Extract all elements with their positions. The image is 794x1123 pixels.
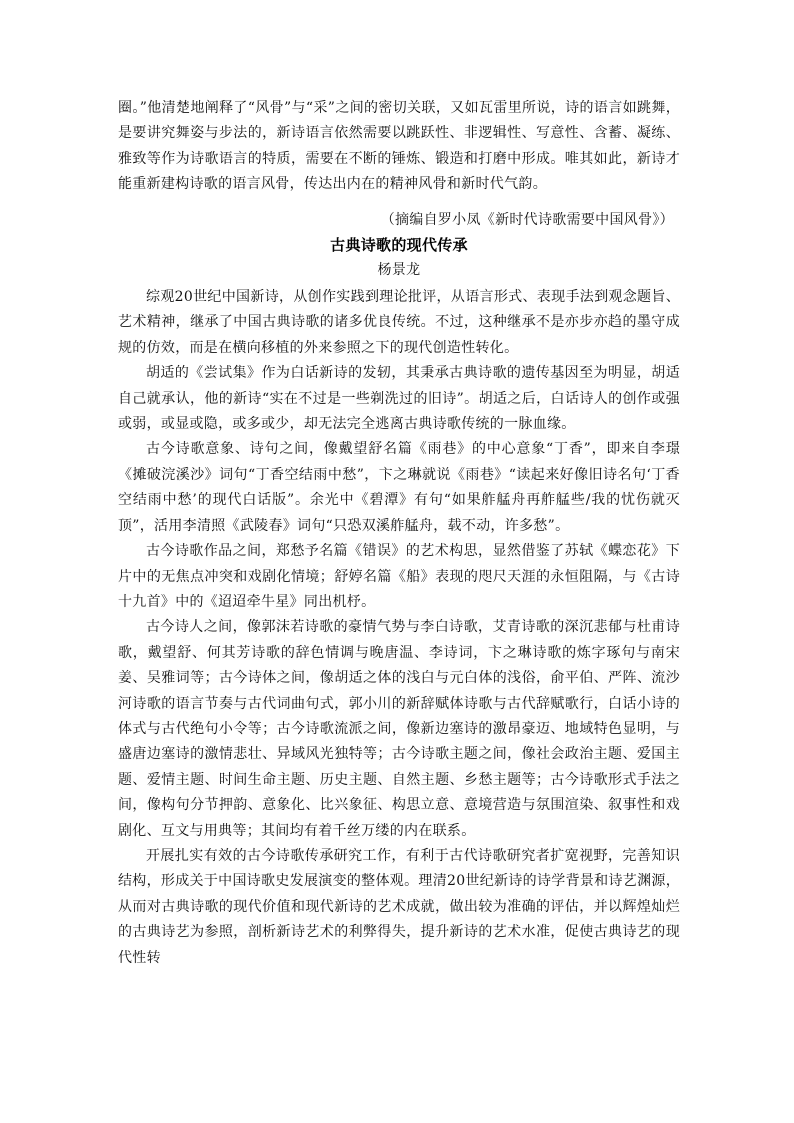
previous-article-source: （摘编自罗小凤《新时代诗歌需要中国风骨》） bbox=[380, 211, 674, 228]
article-paragraph-4: 古今诗歌作品之间，郑愁予名篇《错误》的艺术构思，显然借鉴了苏轼《蝶恋花》下片中的无焦点冲突和戏剧化情境；舒婷名篇《船》表现的咫尺天涯的永恒阻隔，与《古诗十九首》中的《迢迢牵牛星》同出机杼。 bbox=[118, 543, 680, 610]
article-paragraph-2: 胡适的《尝试集》作为白话新诗的发轫，其秉承古典诗歌的遗传基因至为明显，胡适自己就承认，他的新诗“实在不过是一些剃洗过的旧诗”。胡适之后，白话诗人的创作或强或弱，或显或隐，或多或少，却无法完全逃离古典诗歌传统的一脉血缘。 bbox=[118, 365, 680, 433]
article-title: 古典诗歌的现代传承 bbox=[330, 236, 468, 255]
article-paragraph-3: 古今诗歌意象、诗句之间，像戴望舒名篇《雨巷》的中心意象“丁香”，即来自李璟《摊破浣溪沙》词句“丁香空结雨中愁”，卞之琳就说《雨巷》“读起来好像旧诗名句‘丁香空结雨中愁’的现代白话版”。余光中《碧潭》有句“如果舴艋舟再舴艋些/我的忧伤就灭顶”，活用李清照《武陵春》词句“只恐双溪舴艋舟，载不动，许多愁”。 bbox=[118, 441, 680, 534]
article-paragraph-5: 古今诗人之间，像郭沫若诗歌的豪情气势与李白诗歌，艾青诗歌的深沉悲郁与杜甫诗歌，戴望舒、何其芳诗歌的辞色情调与晚唐温、李诗词，卞之琳诗歌的炼字琢句与南宋姜、吴雅词等；古今诗体之间，像胡适之体的浅白与元白体的浅俗，俞平伯、严阵、流沙河诗歌的语言节奏与古代词曲句式，郭小川的新辞赋体诗歌与古代辞赋歌行，白话小诗的体式与古代绝句小令等；古今诗歌流派之间，像新边塞诗的激昂豪迈、地域特色显明，与盛唐边塞诗的激情悲壮、异域风光独特等；古今诗歌主题之间，像社会政治主题、爱国主题、爱情主题、时间生命主题、历史主题、自然主题、乡愁主题等；古今诗歌形式手法之间，像构句分节押韵、意象化、比兴象征、构思立意、意境营造与氛围渲染、叙事性和戏剧化、互文与用典等；其间均有着千丝万缕的内在联系。 bbox=[118, 619, 680, 839]
article-paragraph-1: 综观20世纪中国新诗，从创作实践到理论批评，从语言形式、表现手法到观念题旨、艺术精神，继承了中国古典诗歌的诸多优良传统。不过，这种继承不是亦步亦趋的墨守成规的仿效，而是在横向移植的外来参照之下的现代创造性转化。 bbox=[118, 289, 680, 356]
previous-article-continuation: 圈。”他清楚地阐释了“风骨”与“采”之间的密切关联，又如瓦雷里所说，诗的语言如跳舞，是要讲究舞姿与步法的，新诗语言依然需要以跳跃性、非逻辑性、写意性、含蓄、凝练、雅致等作为诗歌语言的特质，需要在不断的锤炼、锻造和打磨中形成。唯其如此，新诗才能重新建构诗歌的语言风骨，传达出内在的精神风骨和新时代气韵。 bbox=[118, 100, 680, 193]
article-author: 杨景龙 bbox=[377, 262, 421, 279]
article-paragraph-6: 开展扎实有效的古今诗歌传承研究工作，有利于古代诗歌研究者扩宽视野，完善知识结构，形成关于中国诗歌史发展演变的整体观。理清20世纪新诗的诗学背景和诗艺渊源，从而对古典诗歌的现代价值和现代新诗的艺术成就，做出较为准确的评估，并以辉煌灿烂的古典诗艺为参照，剖析新诗艺术的利弊得失，提升新诗的艺术水准，促使古典诗艺的现代性转 bbox=[118, 847, 680, 966]
document-page bbox=[118, 96, 680, 971]
